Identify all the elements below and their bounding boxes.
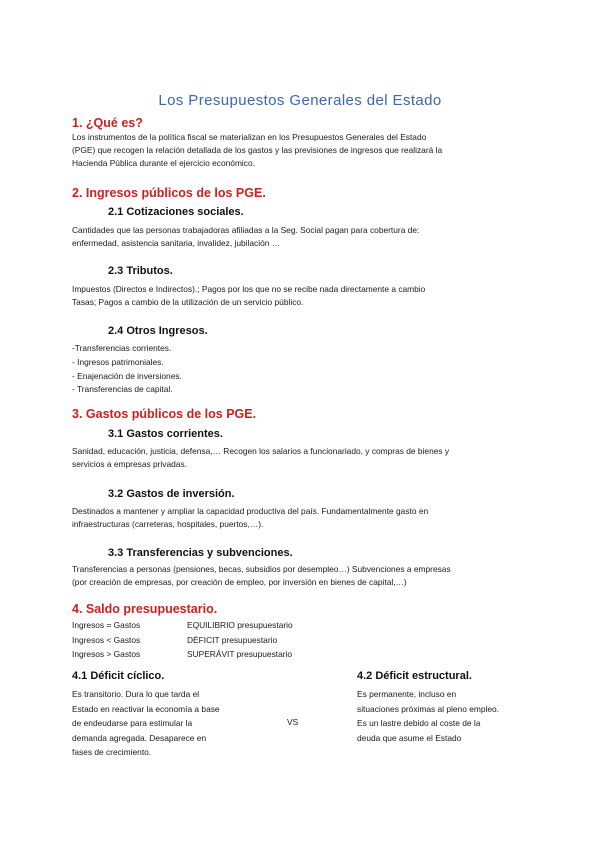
subsection-2-4-heading: 2.4 Otros Ingresos. bbox=[108, 325, 208, 337]
section-1-heading: 1. ¿Qué es? bbox=[72, 116, 143, 130]
subsection-2-3-heading: 2.3 Tributos. bbox=[108, 265, 173, 277]
balance-condition: Ingresos < Gastos bbox=[72, 634, 141, 645]
paragraph-line: fases de crecimiento. bbox=[72, 747, 152, 757]
paragraph-line: Es permanente, incluso en bbox=[357, 689, 457, 699]
paragraph-line: infraestructuras (carreteras, hospitales, puertos,…). bbox=[72, 519, 264, 529]
balance-condition: Ingresos > Gastos bbox=[72, 649, 141, 659]
paragraph-line: Tasas; Pagos a cambio de la utilización de un servicio público. bbox=[72, 297, 304, 307]
paragraph-line: (por creación de empresas, por creación de empleo, por inversión en bienes de capital,…) bbox=[72, 577, 407, 587]
subsection-2-4-list bbox=[72, 342, 182, 397]
section-3-heading: 3. Gastos públicos de los PGE. bbox=[72, 407, 257, 421]
document-title: Los Presupuestos Generales del Estado bbox=[158, 92, 442, 109]
subsection-3-2-text bbox=[72, 505, 428, 531]
paragraph-line: deuda que asume el Estado bbox=[357, 732, 462, 743]
balance-outcome: EQUILIBRIO presupuestario bbox=[187, 620, 293, 630]
balance-conditions bbox=[72, 618, 140, 662]
paragraph-line: Cantidades que las personas trabajadoras afiliadas a la Seg. Social pagan para cobertura de: bbox=[72, 225, 420, 235]
balance-outcome: DÉFICIT presupuestario bbox=[187, 634, 278, 645]
subsection-2-1-text bbox=[72, 224, 419, 250]
paragraph-line: demanda agregada. Desaparece en bbox=[72, 732, 207, 743]
balance-outcomes bbox=[187, 618, 293, 662]
paragraph-line: Es transitorio. Dura lo que tarda el bbox=[72, 689, 200, 699]
subsection-4-1-text bbox=[72, 687, 220, 760]
subsection-4-2-text bbox=[357, 687, 499, 745]
paragraph-line: de endeudarse para estimular la bbox=[72, 718, 193, 728]
balance-outcome: SUPERÁVIT presupuestario bbox=[187, 649, 293, 659]
paragraph-line: Transferencias a personas (pensiones, becas, subsidios por desempleo…) Subvenciones a empresas bbox=[72, 564, 451, 574]
subsection-3-3-text bbox=[72, 563, 451, 589]
paragraph-line: Es un lastre debido al coste de la bbox=[357, 718, 481, 728]
subsection-4-1-heading: 4.1 Déficit cíclico. bbox=[72, 670, 165, 682]
paragraph-line: Los instrumentos de la política fiscal se materializan en los Presupuestos Generales del Estado bbox=[72, 132, 427, 142]
list-item: - Ingresos patrimoniales. bbox=[72, 356, 164, 367]
section-1-text bbox=[72, 131, 442, 170]
paragraph-line: Hacienda Pública durante el ejercicio económico. bbox=[72, 158, 255, 168]
section-4-heading: 4. Saldo presupuestario. bbox=[72, 602, 218, 616]
subsection-2-3-text bbox=[72, 283, 425, 309]
paragraph-line: (PGE) que recogen la relación detallada de los gastos y las previsiones de ingresos que realizará la bbox=[72, 145, 443, 155]
paragraph-line: enfermedad, asistencia sanitaria, invalidez, jubilación … bbox=[72, 238, 281, 248]
subsection-4-2-heading: 4.2 Déficit estructural. bbox=[357, 670, 472, 682]
subsection-3-3-heading: 3.3 Transferencias y subvenciones. bbox=[108, 547, 293, 559]
subsection-2-1-heading: 2.1 Cotizaciones sociales. bbox=[108, 206, 244, 218]
versus-label: VS bbox=[287, 717, 299, 727]
list-item: - Transferencias de capital. bbox=[72, 384, 173, 395]
list-item: -Transferencias corrientes. bbox=[72, 343, 172, 353]
paragraph-line: Impuestos (Directos e Indirectos).; Pagos por los que no se recibe nada directamente a cambio bbox=[72, 284, 426, 294]
subsection-3-1-heading: 3.1 Gastos corrientes. bbox=[108, 428, 223, 440]
section-2-heading: 2. Ingresos públicos de los PGE. bbox=[72, 186, 266, 200]
paragraph-line: Sanidad, educación, justicia, defensa,… Recogen los salarios a funcionariado, y compras de bienes y bbox=[72, 446, 450, 456]
list-item: - Enajenación de inversiones. bbox=[72, 370, 182, 381]
paragraph-line: servicios a empresas privadas. bbox=[72, 459, 187, 469]
subsection-3-1-text bbox=[72, 445, 449, 471]
paragraph-line: Destinados a mantener y ampliar la capacidad productiva del país. Fundamentalmente gasto en bbox=[72, 506, 429, 516]
paragraph-line: Estado en reactivar la economía a base bbox=[72, 703, 220, 714]
subsection-3-2-heading: 3.2 Gastos de inversión. bbox=[108, 488, 235, 500]
balance-condition: Ingresos = Gastos bbox=[72, 620, 141, 630]
paragraph-line: situaciones próximas al pleno empleo. bbox=[357, 703, 499, 714]
